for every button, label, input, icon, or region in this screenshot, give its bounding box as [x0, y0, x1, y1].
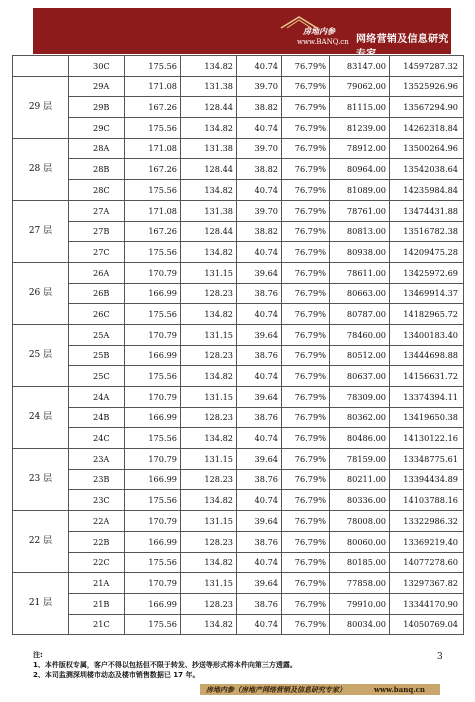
- floor-cell: 22 层: [13, 511, 69, 573]
- unit-cell: 28C: [69, 180, 125, 201]
- rate-cell: 76.79%: [282, 159, 330, 180]
- inner-area-cell: 134.82: [181, 180, 237, 201]
- unit-price-cell: 78761.00: [330, 200, 390, 221]
- table-row: [13, 118, 464, 139]
- unit-price-cell: 77858.00: [330, 573, 390, 594]
- unit-price-cell: 80787.00: [330, 304, 390, 325]
- footer-url: www.banq.cn: [374, 685, 426, 694]
- total-price-cell: 13444698.88: [390, 345, 464, 366]
- unit-cell: 27C: [69, 242, 125, 263]
- rate-cell: 76.79%: [282, 407, 330, 428]
- shared-area-cell: 38.82: [237, 97, 282, 118]
- area-cell: 166.99: [125, 345, 181, 366]
- table-row: [13, 56, 464, 77]
- rate-cell: 76.79%: [282, 552, 330, 573]
- floor-cell: 25 层: [13, 324, 69, 386]
- shared-area-cell: 39.64: [237, 262, 282, 283]
- total-price-cell: 13344170.90: [390, 593, 464, 614]
- total-price-cell: 13425972.69: [390, 262, 464, 283]
- area-cell: 166.99: [125, 469, 181, 490]
- inner-area-cell: 128.23: [181, 531, 237, 552]
- shared-area-cell: 38.76: [237, 345, 282, 366]
- area-cell: 175.56: [125, 428, 181, 449]
- inner-area-cell: 128.23: [181, 345, 237, 366]
- rate-cell: 76.79%: [282, 449, 330, 470]
- unit-cell: 22A: [69, 511, 125, 532]
- area-cell: 167.26: [125, 221, 181, 242]
- unit-price-cell: 78912.00: [330, 138, 390, 159]
- inner-area-cell: 128.44: [181, 221, 237, 242]
- floor-cell: 29 层: [13, 76, 69, 138]
- area-cell: 167.26: [125, 97, 181, 118]
- price-table-body: [13, 56, 464, 635]
- rate-cell: 76.79%: [282, 283, 330, 304]
- table-row: [13, 428, 464, 449]
- page-number: 3: [437, 652, 443, 662]
- unit-price-cell: 80336.00: [330, 490, 390, 511]
- floor-cell: 24 层: [13, 387, 69, 449]
- unit-cell: 24C: [69, 428, 125, 449]
- table-row: [13, 97, 464, 118]
- shared-area-cell: 38.76: [237, 593, 282, 614]
- unit-cell: 24B: [69, 407, 125, 428]
- total-price-cell: 13567294.90: [390, 97, 464, 118]
- unit-cell: 23A: [69, 449, 125, 470]
- shared-area-cell: 40.74: [237, 304, 282, 325]
- area-cell: 166.99: [125, 593, 181, 614]
- total-price-cell: 14209475.28: [390, 242, 464, 263]
- table-row: [13, 76, 464, 97]
- total-price-cell: 13525926.96: [390, 76, 464, 97]
- rate-cell: 76.79%: [282, 262, 330, 283]
- table-row: [13, 262, 464, 283]
- inner-area-cell: 134.82: [181, 552, 237, 573]
- unit-price-cell: 80185.00: [330, 552, 390, 573]
- unit-price-cell: 80938.00: [330, 242, 390, 263]
- table-row: [13, 138, 464, 159]
- table-row: [13, 221, 464, 242]
- table-row: [13, 242, 464, 263]
- table-row: [13, 200, 464, 221]
- rate-cell: 76.79%: [282, 324, 330, 345]
- rate-cell: 76.79%: [282, 221, 330, 242]
- inner-area-cell: 131.15: [181, 449, 237, 470]
- table-row: [13, 511, 464, 532]
- unit-price-cell: 83147.00: [330, 56, 390, 77]
- inner-area-cell: 134.82: [181, 118, 237, 139]
- unit-cell: 21B: [69, 593, 125, 614]
- rate-cell: 76.79%: [282, 242, 330, 263]
- unit-price-cell: 80060.00: [330, 531, 390, 552]
- inner-area-cell: 131.15: [181, 511, 237, 532]
- inner-area-cell: 128.23: [181, 283, 237, 304]
- total-price-cell: 14156631.72: [390, 366, 464, 387]
- inner-area-cell: 131.15: [181, 387, 237, 408]
- unit-cell: 27B: [69, 221, 125, 242]
- shared-area-cell: 40.74: [237, 242, 282, 263]
- total-price-cell: 14130122.16: [390, 428, 464, 449]
- shared-area-cell: 38.76: [237, 531, 282, 552]
- unit-price-cell: 78159.00: [330, 449, 390, 470]
- unit-price-cell: 81115.00: [330, 97, 390, 118]
- inner-area-cell: 131.15: [181, 573, 237, 594]
- table-row: [13, 387, 464, 408]
- unit-price-cell: 79062.00: [330, 76, 390, 97]
- total-price-cell: 13469914.37: [390, 283, 464, 304]
- unit-cell: 26C: [69, 304, 125, 325]
- unit-cell: 26A: [69, 262, 125, 283]
- table-row: [13, 469, 464, 490]
- brand-name: 房地内参: [303, 26, 335, 36]
- rate-cell: 76.79%: [282, 56, 330, 77]
- total-price-cell: 13474431.88: [390, 200, 464, 221]
- rate-cell: 76.79%: [282, 428, 330, 449]
- unit-cell: 29B: [69, 97, 125, 118]
- total-price-cell: 13419650.38: [390, 407, 464, 428]
- rate-cell: 76.79%: [282, 511, 330, 532]
- inner-area-cell: 131.38: [181, 76, 237, 97]
- unit-price-cell: 80486.00: [330, 428, 390, 449]
- inner-area-cell: 134.82: [181, 242, 237, 263]
- inner-area-cell: 134.82: [181, 428, 237, 449]
- table-row: [13, 283, 464, 304]
- total-price-cell: 13500264.96: [390, 138, 464, 159]
- floor-cell: [13, 56, 69, 77]
- total-price-cell: 14262318.84: [390, 118, 464, 139]
- area-cell: 171.08: [125, 200, 181, 221]
- unit-price-cell: 80512.00: [330, 345, 390, 366]
- inner-area-cell: 131.38: [181, 200, 237, 221]
- area-cell: 175.56: [125, 304, 181, 325]
- table-row: [13, 531, 464, 552]
- unit-cell: 25A: [69, 324, 125, 345]
- shared-area-cell: 39.64: [237, 387, 282, 408]
- unit-cell: 22C: [69, 552, 125, 573]
- area-cell: 175.56: [125, 552, 181, 573]
- rate-cell: 76.79%: [282, 138, 330, 159]
- inner-area-cell: 128.44: [181, 97, 237, 118]
- table-row: [13, 180, 464, 201]
- area-cell: 170.79: [125, 387, 181, 408]
- area-cell: 175.56: [125, 490, 181, 511]
- total-price-cell: 14597287.32: [390, 56, 464, 77]
- header-banner: [33, 8, 451, 60]
- rate-cell: 76.79%: [282, 469, 330, 490]
- table-row: [13, 345, 464, 366]
- shared-area-cell: 40.74: [237, 180, 282, 201]
- shared-area-cell: 39.70: [237, 200, 282, 221]
- shared-area-cell: 39.64: [237, 449, 282, 470]
- total-price-cell: 13516782.38: [390, 221, 464, 242]
- shared-area-cell: 40.74: [237, 118, 282, 139]
- floor-cell: 21 层: [13, 573, 69, 635]
- unit-cell: 21A: [69, 573, 125, 594]
- rate-cell: 76.79%: [282, 593, 330, 614]
- area-cell: 170.79: [125, 324, 181, 345]
- shared-area-cell: 40.74: [237, 56, 282, 77]
- total-price-cell: 13297367.82: [390, 573, 464, 594]
- unit-price-cell: 80211.00: [330, 469, 390, 490]
- table-row: [13, 573, 464, 594]
- shared-area-cell: 39.70: [237, 76, 282, 97]
- unit-cell: 25C: [69, 366, 125, 387]
- inner-area-cell: 131.15: [181, 324, 237, 345]
- rate-cell: 76.79%: [282, 200, 330, 221]
- shared-area-cell: 39.70: [237, 138, 282, 159]
- shared-area-cell: 40.74: [237, 490, 282, 511]
- unit-price-cell: 79910.00: [330, 593, 390, 614]
- shared-area-cell: 38.82: [237, 221, 282, 242]
- shared-area-cell: 38.76: [237, 469, 282, 490]
- unit-cell: 24A: [69, 387, 125, 408]
- inner-area-cell: 134.82: [181, 614, 237, 635]
- area-cell: 166.99: [125, 531, 181, 552]
- table-row: [13, 490, 464, 511]
- table-row: [13, 552, 464, 573]
- total-price-cell: 14235984.84: [390, 180, 464, 201]
- unit-price-cell: 78008.00: [330, 511, 390, 532]
- floor-cell: 26 层: [13, 262, 69, 324]
- area-cell: 175.56: [125, 242, 181, 263]
- inner-area-cell: 134.82: [181, 304, 237, 325]
- inner-area-cell: 128.44: [181, 159, 237, 180]
- shared-area-cell: 39.64: [237, 511, 282, 532]
- floor-cell: 23 层: [13, 449, 69, 511]
- unit-cell: 27A: [69, 200, 125, 221]
- area-cell: 175.56: [125, 56, 181, 77]
- area-cell: 175.56: [125, 180, 181, 201]
- shared-area-cell: 38.76: [237, 407, 282, 428]
- table-row: [13, 304, 464, 325]
- inner-area-cell: 134.82: [181, 490, 237, 511]
- price-table: [12, 55, 464, 635]
- rate-cell: 76.79%: [282, 180, 330, 201]
- rate-cell: 76.79%: [282, 531, 330, 552]
- area-cell: 171.08: [125, 76, 181, 97]
- unit-price-cell: 81239.00: [330, 118, 390, 139]
- header-title: 网络营销及信息研究专家: [356, 34, 449, 60]
- shared-area-cell: 39.64: [237, 573, 282, 594]
- unit-cell: 29C: [69, 118, 125, 139]
- unit-cell: 26B: [69, 283, 125, 304]
- inner-area-cell: 128.23: [181, 593, 237, 614]
- total-price-cell: 13400183.40: [390, 324, 464, 345]
- area-cell: 175.56: [125, 366, 181, 387]
- rate-cell: 76.79%: [282, 118, 330, 139]
- area-cell: 166.99: [125, 283, 181, 304]
- shared-area-cell: 40.74: [237, 366, 282, 387]
- unit-cell: 30C: [69, 56, 125, 77]
- note-line-2: 2、本司监测深圳楼市动态及楼市销售数据已 17 年。: [33, 671, 200, 679]
- unit-price-cell: 81089.00: [330, 180, 390, 201]
- unit-cell: 22B: [69, 531, 125, 552]
- note-line-1: 1、本件版权专属，客户不得以包括但不限于转发、抄送等形式将本件向第三方透露。: [33, 661, 297, 669]
- unit-price-cell: 78611.00: [330, 262, 390, 283]
- area-cell: 171.08: [125, 138, 181, 159]
- unit-price-cell: 78309.00: [330, 387, 390, 408]
- shared-area-cell: 40.74: [237, 428, 282, 449]
- area-cell: 170.79: [125, 449, 181, 470]
- area-cell: 167.26: [125, 159, 181, 180]
- rate-cell: 76.79%: [282, 76, 330, 97]
- shared-area-cell: 40.74: [237, 552, 282, 573]
- unit-cell: 21C: [69, 614, 125, 635]
- unit-cell: 28B: [69, 159, 125, 180]
- total-price-cell: 14077278.60: [390, 552, 464, 573]
- rate-cell: 76.79%: [282, 304, 330, 325]
- rate-cell: 76.79%: [282, 614, 330, 635]
- shared-area-cell: 38.82: [237, 159, 282, 180]
- area-cell: 175.56: [125, 118, 181, 139]
- total-price-cell: 14050769.04: [390, 614, 464, 635]
- table-row: [13, 366, 464, 387]
- unit-price-cell: 80813.00: [330, 221, 390, 242]
- table-row: [13, 614, 464, 635]
- footer-text: 房地内参（房地产网络营销及信息研究专家）: [206, 685, 346, 694]
- area-cell: 170.79: [125, 573, 181, 594]
- footer: [0, 682, 475, 696]
- area-cell: 175.56: [125, 614, 181, 635]
- table-row: [13, 407, 464, 428]
- shared-area-cell: 38.76: [237, 283, 282, 304]
- unit-cell: 29A: [69, 76, 125, 97]
- total-price-cell: 13374394.11: [390, 387, 464, 408]
- inner-area-cell: 131.38: [181, 138, 237, 159]
- unit-price-cell: 80034.00: [330, 614, 390, 635]
- table-row: [13, 324, 464, 345]
- unit-price-cell: 80964.00: [330, 159, 390, 180]
- unit-cell: 23B: [69, 469, 125, 490]
- total-price-cell: 14103788.16: [390, 490, 464, 511]
- notes-heading: 注:: [33, 651, 43, 659]
- unit-cell: 23C: [69, 490, 125, 511]
- unit-price-cell: 80362.00: [330, 407, 390, 428]
- shared-area-cell: 39.64: [237, 324, 282, 345]
- notes-section: [33, 650, 433, 680]
- area-cell: 170.79: [125, 511, 181, 532]
- inner-area-cell: 128.23: [181, 469, 237, 490]
- unit-price-cell: 80663.00: [330, 283, 390, 304]
- inner-area-cell: 131.15: [181, 262, 237, 283]
- rate-cell: 76.79%: [282, 345, 330, 366]
- table-row: [13, 449, 464, 470]
- rate-cell: 76.79%: [282, 97, 330, 118]
- rate-cell: 76.79%: [282, 366, 330, 387]
- rate-cell: 76.79%: [282, 573, 330, 594]
- table-row: [13, 159, 464, 180]
- shared-area-cell: 40.74: [237, 614, 282, 635]
- unit-price-cell: 78460.00: [330, 324, 390, 345]
- inner-area-cell: 134.82: [181, 56, 237, 77]
- total-price-cell: 14182965.72: [390, 304, 464, 325]
- total-price-cell: 13542038.64: [390, 159, 464, 180]
- total-price-cell: 13322986.32: [390, 511, 464, 532]
- rate-cell: 76.79%: [282, 387, 330, 408]
- inner-area-cell: 128.23: [181, 407, 237, 428]
- rate-cell: 76.79%: [282, 490, 330, 511]
- floor-cell: 28 层: [13, 138, 69, 200]
- total-price-cell: 13348775.61: [390, 449, 464, 470]
- area-cell: 170.79: [125, 262, 181, 283]
- area-cell: 166.99: [125, 407, 181, 428]
- unit-price-cell: 80637.00: [330, 366, 390, 387]
- brand-url: www.BANQ.cn: [297, 38, 349, 46]
- table-row: [13, 593, 464, 614]
- floor-cell: 27 层: [13, 200, 69, 262]
- inner-area-cell: 134.82: [181, 366, 237, 387]
- total-price-cell: 13394434.89: [390, 469, 464, 490]
- unit-cell: 28A: [69, 138, 125, 159]
- unit-cell: 25B: [69, 345, 125, 366]
- total-price-cell: 13369219.40: [390, 531, 464, 552]
